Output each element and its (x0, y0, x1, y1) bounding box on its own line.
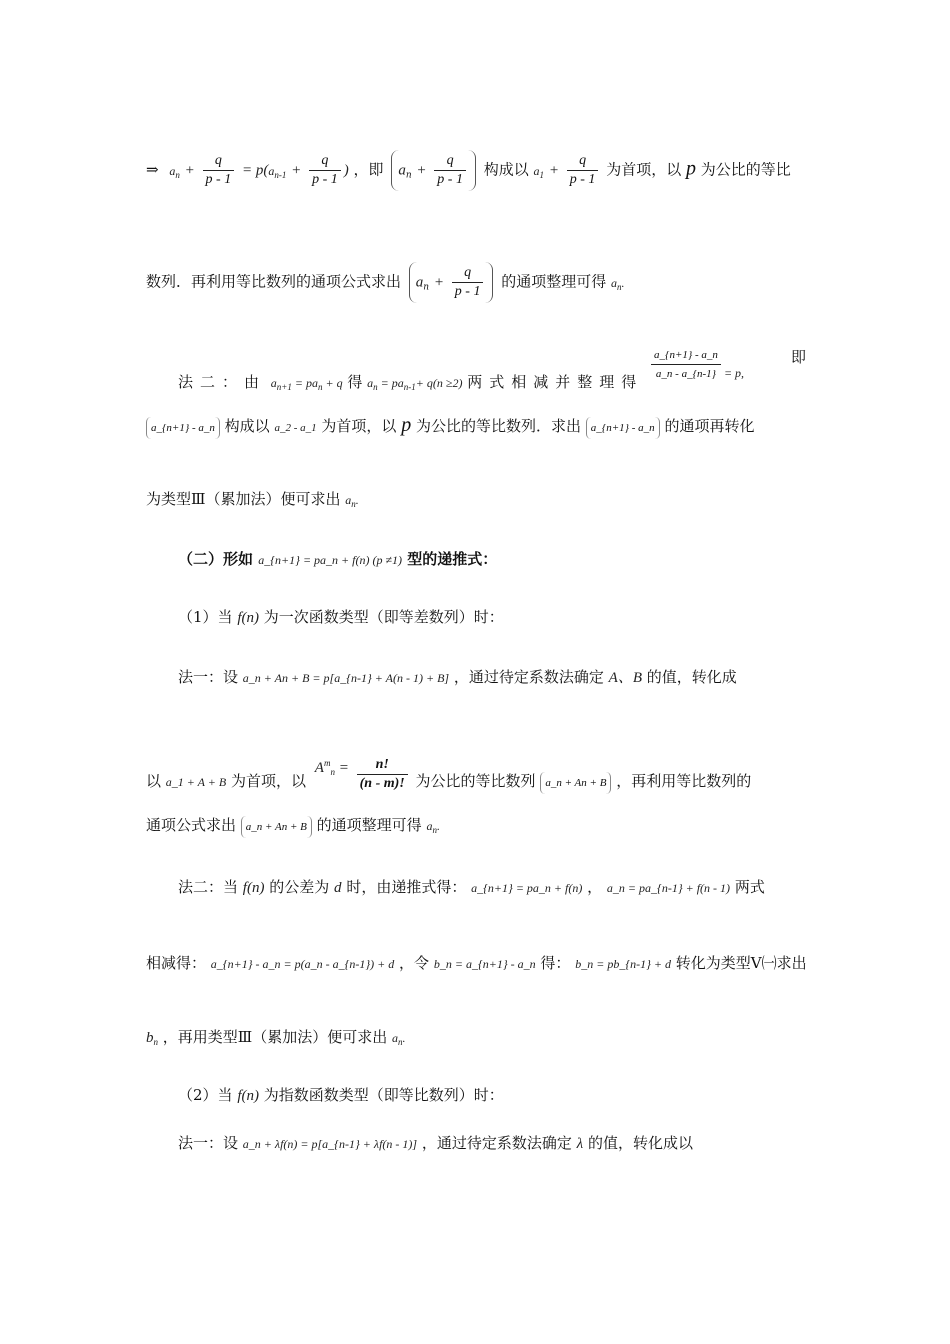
text-tongxiang: 的通项再转化 (664, 417, 755, 435)
equals-p: = p, (723, 366, 745, 380)
plus-sign: + (548, 162, 559, 179)
text-zhuanhua: 的值，转化成 (646, 668, 737, 686)
case-1-method2-line3 (146, 1026, 806, 1053)
text-tongxiang: 的通项整理可得 (316, 816, 422, 834)
case-1-method1-line3 (146, 814, 806, 841)
formula-recurrence-shift: a_n = pa_{n-1} + f(n - 1) (606, 881, 731, 895)
case-2-heading (178, 1084, 838, 1107)
text-de: 得： (540, 954, 571, 972)
symbol-d: d (334, 880, 342, 896)
formula-a-b: A、B (608, 670, 642, 686)
text-fa-er: 法二：当 (178, 878, 239, 896)
text-shouxiang: 为首项，以 (606, 160, 682, 179)
formula-first-term: a_1 + A + B (165, 775, 227, 789)
paragraph-method2-line3 (146, 488, 806, 515)
formula-permutation: $A^m_n$ = $\frac{n!}{(n - m)!}$ (315, 752, 411, 793)
formula-fn: f(n) (237, 1088, 259, 1104)
formula-a1: $a_1$ (533, 163, 545, 180)
formula-an: $a_n$. (392, 1031, 406, 1047)
case-1-heading (178, 606, 838, 629)
comma: ， (587, 878, 603, 896)
formula-an: $a_n$. (611, 275, 625, 292)
text-xiangjian: 相减得： (146, 954, 207, 972)
formula-an-1: $a_{n-1}$ (268, 163, 287, 180)
text-gouchengyi: 构成以 (224, 417, 270, 435)
sequence-brace: $a_n$ + $\frac{q}{p - 1}$ (391, 150, 476, 191)
formula-exponential-assumption: a_n + λf(n) = p[a_{n-1} + λf(n - 1)] (242, 1137, 418, 1151)
symbol-p: p (401, 414, 412, 436)
formula-equals-p: = p( (242, 162, 269, 179)
text-ling: ，令 (399, 954, 430, 972)
text-zhuanhua: 的值，转化成以 (587, 1134, 693, 1152)
text-fa-er: 法二：由 (178, 373, 267, 391)
case-1-method1-line1 (178, 666, 806, 689)
implies-symbol: ⇒ (146, 160, 159, 179)
sequence-brace-linear: a_n + An + B (540, 772, 611, 794)
text-ji: 即 (790, 348, 806, 366)
heading-prefix: （二）形如 (178, 550, 254, 568)
section-heading-type2 (178, 548, 838, 571)
text-liangshi: 两式 (734, 878, 765, 896)
text-zailiyong: ，再利用等比数列的 (616, 772, 752, 790)
symbol-lambda: λ (576, 1136, 584, 1152)
text-leijiafa: ，再用类型Ⅲ（累加法）便可求出 (162, 1028, 388, 1046)
text-gouchengyi: 构成以 (483, 160, 529, 179)
case-2-method1-line1 (178, 1132, 806, 1155)
formula-recurrence: a_{n+1} = pa_n + f(n) (471, 881, 583, 895)
formula-an: $a_n$. (345, 493, 359, 509)
formula-an: $a_n$ (169, 163, 180, 180)
text-gongbi: 为公比的等比数列 (415, 772, 536, 790)
text-fa-yi: 法一：设 (178, 1134, 239, 1152)
text-fa-yi: 法一：设 (178, 668, 239, 686)
close-paren: ) (343, 162, 349, 179)
symbol-p: p (685, 157, 696, 180)
case-1-method2-line1 (178, 876, 806, 899)
case-1-method2-line2 (146, 952, 806, 975)
formula-recurrence: $a_{n+1} = pa_n + q$ (270, 376, 343, 392)
sequence-brace-difference: a_{n+1} - a_n (586, 417, 660, 439)
paragraph-method1-line2 (146, 262, 806, 303)
case-suffix: 为指数函数类型（即等比数列）时： (263, 1086, 504, 1104)
fraction-q-over-p-minus-1: $\frac{q}{p - 1}$ (203, 152, 235, 189)
sequence-brace-difference: a_{n+1} - a_n (146, 417, 220, 439)
text-shouxiang: 为首项，以 (321, 417, 397, 435)
text-gongbi: 为公比的等比 (700, 160, 791, 179)
formula-a2-minus-a1: a_2 - a_1 (274, 422, 317, 434)
formula-linear-assumption: a_n + An + B = p[a_{n-1} + A(n - 1) + B] (242, 671, 450, 685)
heading-formula: a_{n+1} = pa_n + f(n) (p ≠1) (258, 553, 403, 567)
case-1-method1-line2 (146, 752, 806, 794)
formula-an: $a_n$. (426, 819, 440, 835)
paragraph-method2-line2 (146, 414, 806, 439)
text-daiding: ，通过待定系数法确定 (453, 668, 604, 686)
fraction-difference-ratio: $\frac{a\_\{n+1\} - a\_n}{a\_n - a\_\{n-1\}}$ (651, 346, 721, 383)
formula-difference: a_{n+1} - a_n = p(a_n - a_{n-1}) + d (210, 957, 395, 971)
paragraph-method2-line1 (178, 346, 806, 398)
formula-fn: f(n) (242, 880, 265, 896)
case-suffix: 为一次函数类型（即等差数列）时： (263, 608, 504, 626)
formula-bn-def: b_n = a_{n+1} - a_n (433, 957, 536, 971)
text-ji: ，即 (353, 160, 384, 179)
heading-suffix: 型的递推式： (407, 550, 498, 568)
text-qiuchu: 数列．再利用等比数列的通项公式求出 (146, 272, 402, 291)
text-yi: 以 (146, 772, 162, 790)
formula-bn: $b_n$ (146, 1030, 158, 1047)
case-prefix: （2）当 (178, 1086, 233, 1104)
fraction-q-over-p-minus-1: $\frac{q}{p - 1}$ (567, 152, 599, 189)
text-shouxiang: 为首项，以 (231, 772, 307, 790)
text-liangshi: 两式相减并整理得 (467, 373, 644, 391)
fraction-q-over-p-minus-1: $\frac{q}{p - 1}$ (309, 152, 341, 189)
formula-fn: f(n) (237, 610, 259, 626)
text-gongcha: 的公差为 (269, 878, 330, 896)
text-tongxiang: 的通项整理可得 (501, 272, 607, 291)
plus-sign: + (291, 162, 302, 179)
text-qiuchu: 通项公式求出 (146, 816, 237, 834)
formula-bn-recurrence: b_n = pb_{n-1} + d (575, 957, 672, 971)
text-leijiafa: 为类型Ⅲ（累加法）便可求出 (146, 490, 341, 508)
paragraph-method1-line1 (146, 150, 806, 191)
text-zhuanhua: 转化为类型Ⅴ㈠求出 (675, 954, 807, 972)
sequence-brace-linear: a_n + An + B (241, 816, 312, 838)
text-shi: 时，由递推式得： (346, 878, 467, 896)
sequence-brace: $a_n$ + $\frac{q}{p - 1}$ (409, 262, 494, 303)
case-prefix: （1）当 (178, 608, 233, 626)
formula-recurrence-shift: $a_n = pa_{n-1}+ q(n \ge 2)$ (367, 376, 463, 392)
text-de: 得 (347, 373, 363, 391)
plus-sign: + (184, 162, 195, 179)
text-daiding: ，通过待定系数法确定 (421, 1134, 572, 1152)
text-gongbi: 为公比的等比数列．求出 (416, 417, 582, 435)
